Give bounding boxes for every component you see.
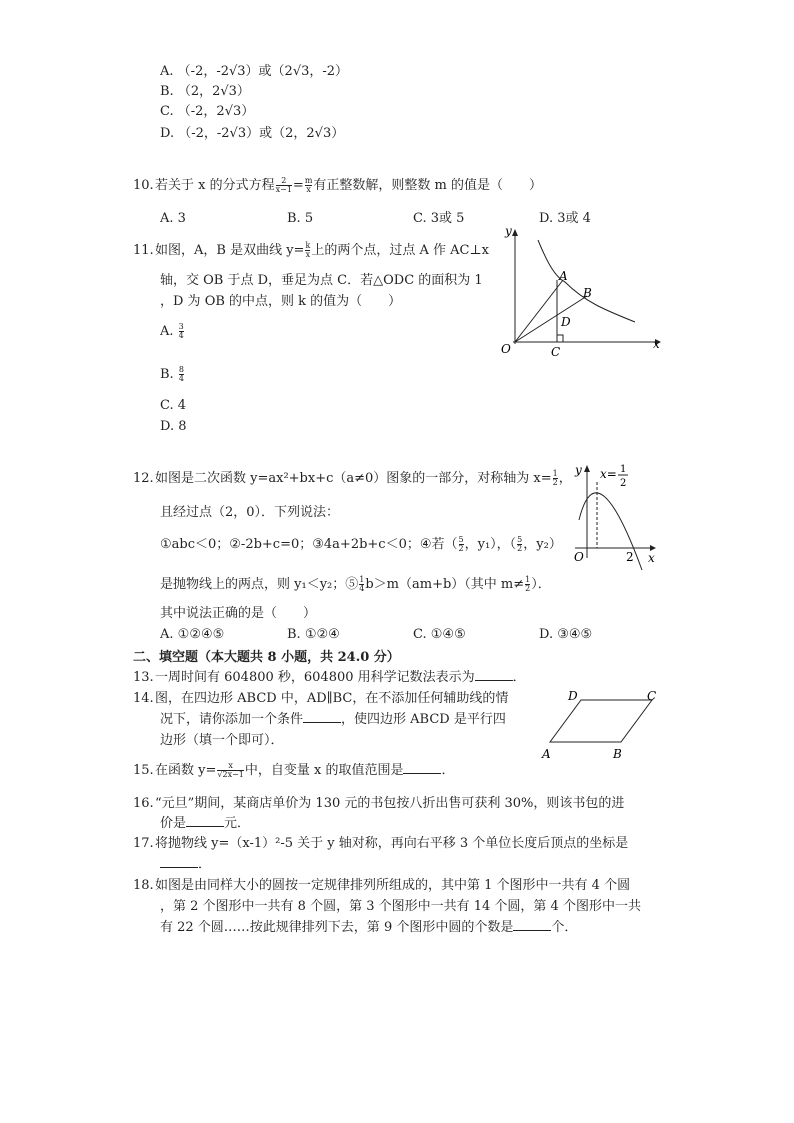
section2-title: 二、填空题（本大题共 8 小题，共 24.0 分） — [133, 650, 400, 665]
fig14-D-label: D — [568, 689, 578, 703]
q12-option-b: B. ①②④ — [287, 627, 340, 642]
q12-option-a: A. ①②④⑤ — [160, 627, 225, 642]
q12-parabola-figure — [570, 462, 665, 572]
q9-option-a: A. （-2，-2√3）或（2√3，-2） — [160, 64, 349, 79]
q10-option-c: C. 3或 5 — [413, 211, 465, 226]
q16-answer-blank[interactable] — [186, 814, 224, 827]
q12-stem-line5: 其中说法正确的是（ ） — [160, 606, 317, 621]
q10-option-b: B. 5 — [287, 211, 314, 226]
q11-stem-line1: 11.如图，A，B 是双曲线 y= $\frac{k}{x}$ 上的两个点，过点 A 作 AC⊥x — [133, 241, 489, 259]
q12-stem-line4: 是抛物线上的两点，则 y₁＜y₂；⑤ $\frac{1}{4}$ b＞m（am+b）（其中 m≠ $\frac{1}{2}$ ）． — [160, 575, 551, 593]
q14-stem-line3: 边形（填一个即可）． — [160, 733, 284, 748]
fig14-B-label: B — [613, 747, 622, 761]
q18-stem-line2: ，第 2 个图形中一共有 8 个圆，第 3 个图形中一共有 14 个圆，第 4 个图形中一共 — [160, 899, 641, 914]
fig14-A-label: A — [542, 747, 551, 761]
q11-option-d: D. 8 — [160, 419, 187, 434]
fig11-O-label: O — [501, 342, 511, 356]
y-axis-arrow — [512, 229, 518, 236]
q11-option-c: C. 4 — [160, 398, 187, 413]
parallelogram-ABCD — [550, 700, 652, 742]
q11-option-b: B. $\frac{8}{4}$ — [160, 365, 184, 383]
q15-stem: 15.在函数 y= $\frac{x}{√2x-1}$ 中，自变量 x 的取值范围是 ． — [133, 761, 455, 779]
q17-stem-line1: 17.将抛物线 y=（x-1）²-5 关于 y 轴对称，再向右平移 3 个单位长度后顶点的坐标是 — [133, 836, 629, 851]
q13-stem: 13.一周时间有 604800 秒，604800 用科学记数法表示为 ． — [133, 670, 526, 685]
q11-stem-line3: ，D 为 OB 的中点，则 k 的值为（ ） — [160, 294, 402, 309]
fig11-x-label: x — [653, 337, 660, 351]
q14-stem-line1: 14.图，在四边形 ABCD 中，AD∥BC，在不添加任何辅助线的情 — [133, 691, 509, 706]
q9-option-c: C. （-2，2√3） — [160, 104, 255, 119]
q14-stem-line2: 况下，请你添加一个条件 ，使四边形 ABCD 是平行四 — [160, 712, 506, 727]
y-axis-arrow — [584, 465, 590, 472]
q10-option-a: A. 3 — [160, 211, 186, 226]
q12-option-d: D. ③④⑤ — [539, 627, 593, 642]
fig14-C-label: C — [647, 689, 657, 703]
fig12-y-label: y — [575, 463, 582, 477]
q10-option-d: D. 3或 4 — [539, 211, 591, 226]
q18-stem-line1: 18.如图是由同样大小的圆按一定规律排列所组成的，其中第 1 个图形中一共有 4 个圆 — [133, 878, 631, 893]
q14-answer-blank[interactable] — [303, 710, 341, 723]
q13-answer-blank[interactable] — [475, 668, 513, 681]
q12-option-c: C. ①④⑤ — [413, 627, 466, 642]
segment-OA — [515, 280, 563, 342]
fig11-B-label: B — [583, 286, 592, 300]
q18-stem-line3: 有 22 个圆……按此规律排列下去，第 9 个图形中圆的个数是 个． — [160, 920, 578, 935]
q14-parallelogram-figure — [538, 684, 666, 764]
right-angle-mark — [557, 335, 563, 342]
fig11-A-label: A — [559, 269, 568, 283]
q17-answer-blank[interactable] — [160, 855, 198, 868]
q16-stem-line1: 16.“元旦”期间，某商店单价为 130 元的书包按八折出售可获利 30%，则该书包的进 — [133, 796, 625, 811]
q12-stem-line2: 且经过点（2，0）．下列说法： — [160, 505, 340, 520]
q11-stem-line2: 轴，交 OB 于点 D，垂足为点 C．若△ODC 的面积为 1 — [160, 273, 483, 288]
q15-answer-blank[interactable] — [403, 761, 441, 774]
q12-stem-line3: ①abc＜0；②-2b+c=0；③4a+2b+c＜0；④若（ $\frac{5}{2}$ ，y₁），（ $\frac{5}{2}$ ，y₂） — [160, 535, 562, 553]
fig12-O-label: O — [574, 550, 584, 564]
q9-option-b: B. （2，2√3） — [160, 84, 250, 99]
fig12-axis-prefix: x= — [600, 467, 617, 481]
fig11-y-label: y — [505, 224, 512, 238]
fig12-axis-den: 2 — [620, 478, 627, 489]
fig12-two-label: 2 — [626, 550, 634, 564]
q10-stem: 10.若关于 x 的分式方程 $\frac{2}{x-1}$ = $\frac{m}{x}$ 有正整数解，则整数 m 的值是（ ） — [133, 176, 543, 194]
fig11-C-label: C — [551, 345, 561, 359]
q12-stem-line1: 12.如图是二次函数 y=ax²+bx+c（a≠0）图象的一部分，对称轴为 x= $\frac{1}{2}$ ， — [133, 469, 572, 487]
q11-option-a: A. $\frac{3}{4}$ — [160, 322, 184, 340]
hyperbola-curve — [538, 240, 635, 322]
fig11-D-label: D — [561, 315, 571, 329]
q11-hyperbola-figure — [495, 222, 670, 362]
q18-answer-blank[interactable] — [513, 918, 551, 931]
fig12-axis-num: 1 — [620, 464, 627, 475]
fig12-x-label: x — [648, 551, 655, 565]
q16-stem-line2: 价是 元． — [160, 816, 251, 831]
q9-option-d: D. （-2，-2√3）或（2，2√3） — [160, 126, 345, 141]
q17-stem-line2: ． — [160, 855, 211, 875]
segment-OB — [515, 296, 587, 342]
